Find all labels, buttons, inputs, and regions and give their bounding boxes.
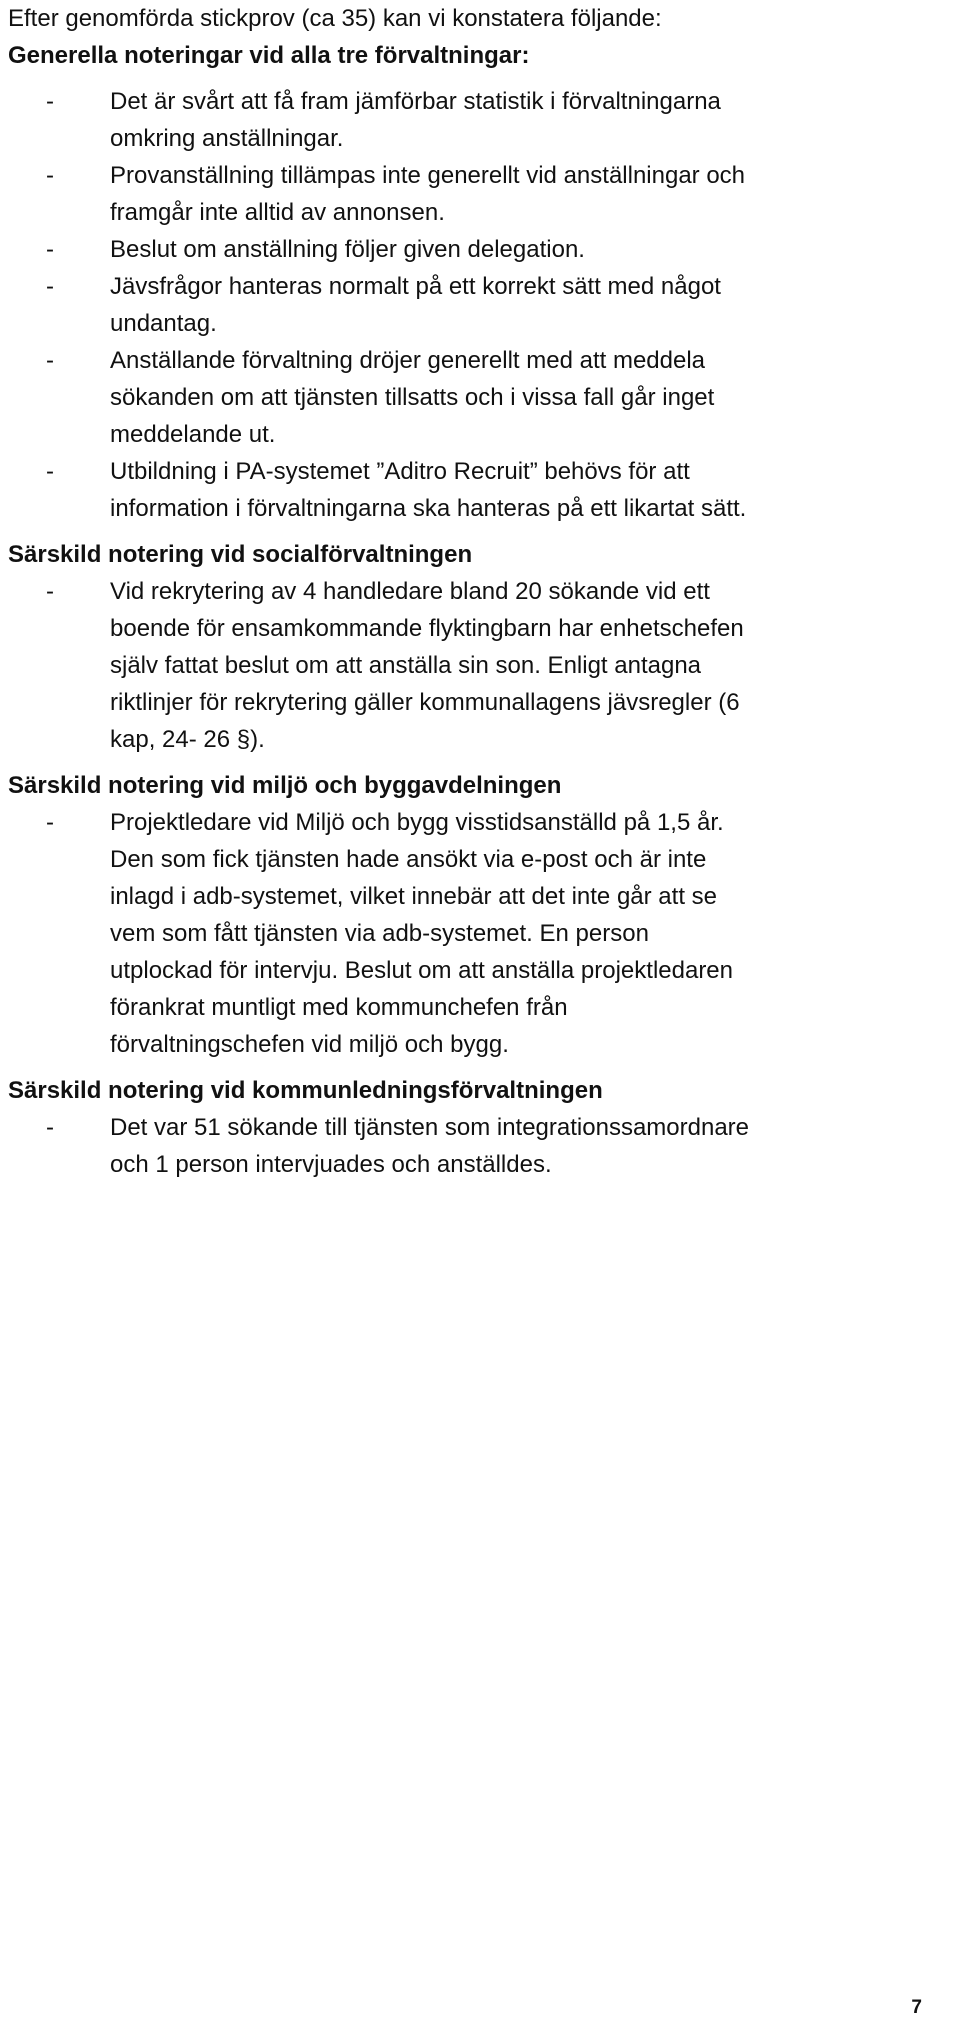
text-line: själv fattat beslut om att anställa sin son. Enligt antagna [110, 652, 702, 679]
text-line: förvaltningschefen vid miljö och bygg. [110, 1031, 509, 1058]
text-line: omkring anställningar. [110, 125, 344, 152]
text-line: utplockad för intervju. Beslut om att anställa projektledaren [110, 957, 734, 984]
list-item-text [110, 573, 954, 758]
dash-marker: - [46, 236, 54, 263]
dash-marker: - [46, 162, 54, 189]
list-item [8, 1109, 954, 1183]
list-item-text [110, 342, 954, 453]
list-item-text [110, 453, 954, 527]
text-line: vem som fått tjänsten via adb-systemet. En person [110, 920, 649, 947]
intro-text: Efter genomförda stickprov (ca 35) kan vi konstatera följande: [8, 5, 662, 32]
environment-notes-list [8, 804, 954, 1063]
document-content [8, 0, 954, 1183]
dash-marker: - [46, 273, 54, 300]
text-line: undantag. [110, 310, 217, 337]
text-line: och 1 person intervjuades och anställdes. [110, 1151, 552, 1178]
text-line: boende för ensamkommande flyktingbarn har enhetschefen [110, 615, 744, 642]
list-item [8, 804, 954, 1063]
dash-marker: - [46, 88, 54, 115]
municipal-notes-list [8, 1109, 954, 1183]
text-line: Provanställning tillämpas inte generellt vid anställningar och [110, 162, 746, 189]
section-heading-social: Särskild notering vid socialförvaltningen [8, 541, 473, 568]
list-item-text [110, 83, 954, 157]
list-item [8, 268, 954, 342]
text-line: Det är svårt att få fram jämförbar statistik i förvaltningarna [110, 88, 721, 115]
dash-marker: - [46, 1114, 54, 1141]
list-item-text [110, 268, 954, 342]
text-line: meddelande ut. [110, 421, 276, 448]
section-heading-environment: Särskild notering vid miljö och byggavdelningen [8, 772, 562, 799]
text-line: information i förvaltningarna ska hanteras på ett likartat sätt. [110, 495, 747, 522]
spacer [8, 527, 954, 536]
dash-marker: - [46, 578, 54, 605]
social-notes-list [8, 573, 954, 758]
text-line: sökanden om att tjänsten tillsatts och i vissa fall går inget [110, 384, 715, 411]
list-item [8, 231, 954, 268]
text-line: framgår inte alltid av annonsen. [110, 199, 445, 226]
text-line: Anställande förvaltning dröjer generellt med att meddela [110, 347, 706, 374]
text-line: inlagd i adb-systemet, vilket innebär att det inte går att se [110, 883, 717, 910]
text-line: Utbildning i PA-systemet ”Aditro Recruit” behövs för att [110, 458, 690, 485]
general-notes-list [8, 83, 954, 527]
list-item [8, 83, 954, 157]
spacer [8, 758, 954, 767]
section-heading-municipal: Särskild notering vid kommunledningsförvaltningen [8, 1077, 603, 1104]
list-item [8, 342, 954, 453]
text-line: riktlinjer för rekrytering gäller kommunallagens jävsregler (6 [110, 689, 740, 716]
text-line: Vid rekrytering av 4 handledare bland 20 sökande vid ett [110, 578, 710, 605]
text-line: förankrat muntligt med kommunchefen från [110, 994, 568, 1021]
text-line: Den som fick tjänsten hade ansökt via e-post och är inte [110, 846, 707, 873]
general-heading: Generella noteringar vid alla tre förvaltningar: [8, 42, 530, 69]
text-line: Beslut om anställning följer given delegation. [110, 236, 585, 263]
text-line: kap, 24- 26 §). [110, 726, 265, 753]
list-item-text [110, 157, 954, 231]
dash-marker: - [46, 458, 54, 485]
dash-marker: - [46, 809, 54, 836]
text-line: Projektledare vid Miljö och bygg visstidsanställd på 1,5 år. [110, 809, 724, 836]
list-item-text [110, 1109, 954, 1183]
text-line: Det var 51 sökande till tjänsten som integrationssamordnare [110, 1114, 749, 1141]
list-item-text [110, 804, 954, 1063]
list-item [8, 157, 954, 231]
page-number: 7 [911, 1997, 922, 2018]
text-line: Jävsfrågor hanteras normalt på ett korrekt sätt med något [110, 273, 721, 300]
spacer [8, 1063, 954, 1072]
list-item [8, 573, 954, 758]
dash-marker: - [46, 347, 54, 374]
list-item-text [110, 231, 954, 268]
list-item [8, 453, 954, 527]
spacer [8, 74, 954, 83]
